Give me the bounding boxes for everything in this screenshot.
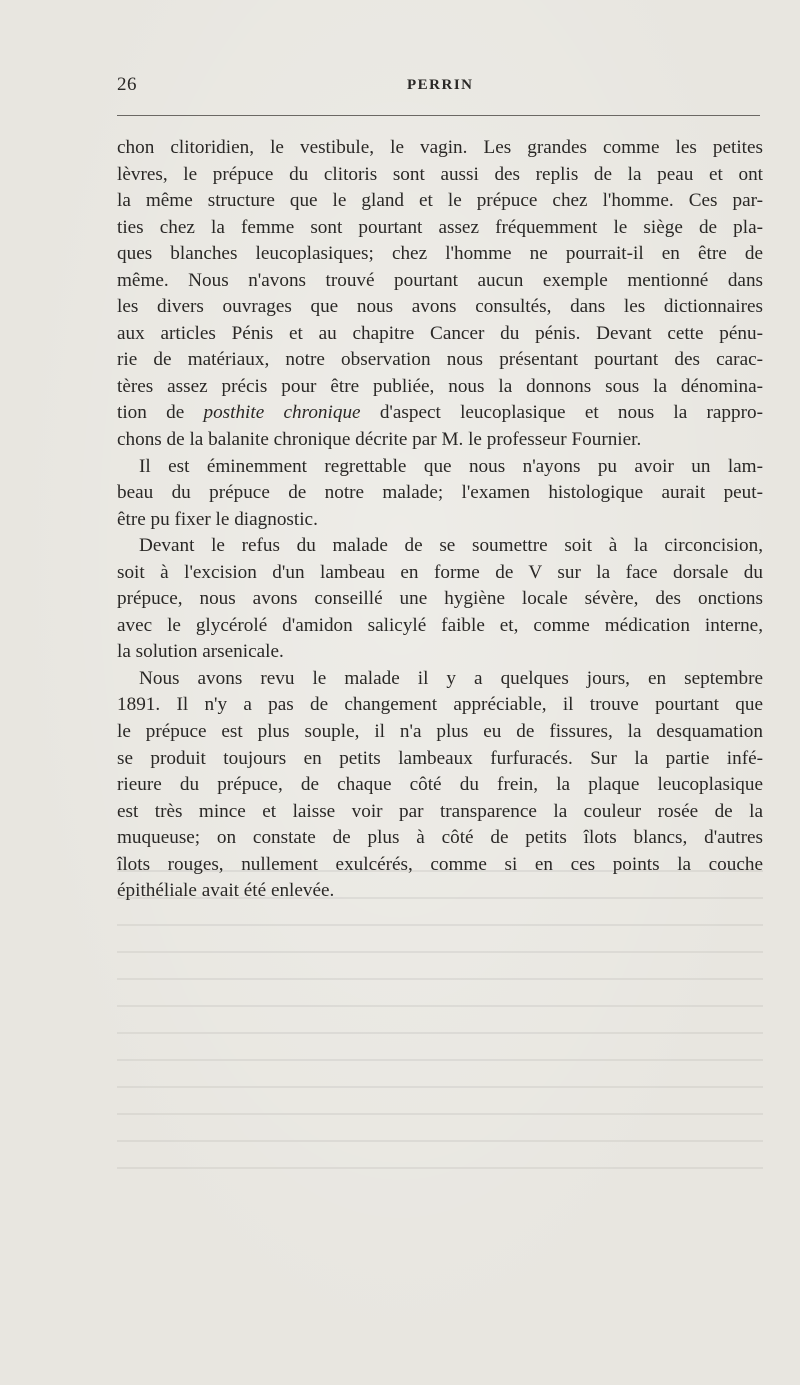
text-line: avec le glycérolé d'amidon salicylé faible et, comme médication interne, — [117, 614, 763, 636]
paragraph — [117, 666, 763, 905]
running-head: PERRIN — [407, 77, 474, 93]
body-text — [117, 135, 763, 905]
italic-term: posthite chronique — [203, 402, 361, 424]
text-line: la solution arsenicale. — [117, 641, 284, 663]
page-number: 26 — [117, 74, 137, 95]
text-line: aux articles Pénis et au chapitre Cancer du pénis. Devant cette pénu- — [117, 322, 763, 344]
show-through-texture — [117, 870, 763, 1200]
text-line: Nous avons revu le malade il y a quelques jours, en septembre — [139, 667, 763, 689]
text-line: est très mince et laisse voir par transparence la couleur rosée de la — [117, 800, 763, 822]
text-line: la même structure que le gland et le prépuce chez l'homme. Ces par- — [117, 190, 763, 212]
text-line: Devant le refus du malade de se soumettre soit à la circoncision, — [139, 535, 763, 557]
text-line: ties chez la femme sont pourtant assez fréquemment le siège de pla- — [117, 216, 763, 238]
text-line: se produit toujours en petits lambeaux furfuracés. Sur la partie infé- — [117, 747, 763, 769]
text-line: tion de posthite chronique d'aspect leucoplasique et nous la rappro- — [117, 402, 763, 424]
text-line: beau du prépuce de notre malade; l'examen histologique aurait peut- — [117, 482, 763, 504]
text-line: tères assez précis pour être publiée, nous la donnons sous la dénomina- — [117, 375, 763, 397]
text-line: même. Nous n'avons trouvé pourtant aucun exemple mentionné dans — [117, 269, 763, 291]
text-line: le prépuce est plus souple, il n'a plus eu de fissures, la desquamation — [117, 721, 763, 743]
paragraph — [117, 135, 763, 454]
page-header — [117, 74, 760, 104]
text-line: Il est éminemment regrettable que nous n'ayons pu avoir un lam- — [139, 455, 763, 477]
text-line: chon clitoridien, le vestibule, le vagin. Les grandes comme les petites — [117, 137, 763, 158]
text-line: épithéliale avait été enlevée. — [117, 880, 335, 902]
text-line: rie de matériaux, notre observation nous présentant pourtant des carac- — [117, 349, 763, 371]
text-line: chons de la balanite chronique décrite par M. le professeur Fournier. — [117, 429, 642, 451]
header-rule — [117, 115, 760, 116]
text-line: soit à l'excision d'un lambeau en forme de V sur la face dorsale du — [117, 561, 763, 583]
text-line: 1891. Il n'y a pas de changement appréciable, il trouve pourtant que — [117, 694, 763, 716]
text-line: muqueuse; on constate de plus à côté de petits îlots blancs, d'autres — [117, 827, 763, 849]
text-line: prépuce, nous avons conseillé une hygiène locale sévère, des onctions — [117, 588, 763, 610]
text-line: les divers ouvrages que nous avons consultés, dans les dictionnaires — [117, 296, 763, 318]
text-line: rieure du prépuce, de chaque côté du frein, la plaque leucoplasique — [117, 774, 763, 796]
text-line: lèvres, le prépuce du clitoris sont aussi des replis de la peau et ont — [117, 163, 763, 185]
paragraph — [117, 533, 763, 666]
paragraph — [117, 454, 763, 534]
text-line: être pu fixer le diagnostic. — [117, 508, 318, 530]
text-line: îlots rouges, nullement exulcérés, comme si en ces points la couche — [117, 853, 763, 875]
text-line: ques blanches leucoplasiques; chez l'homme ne pourrait-il en être de — [117, 243, 763, 265]
